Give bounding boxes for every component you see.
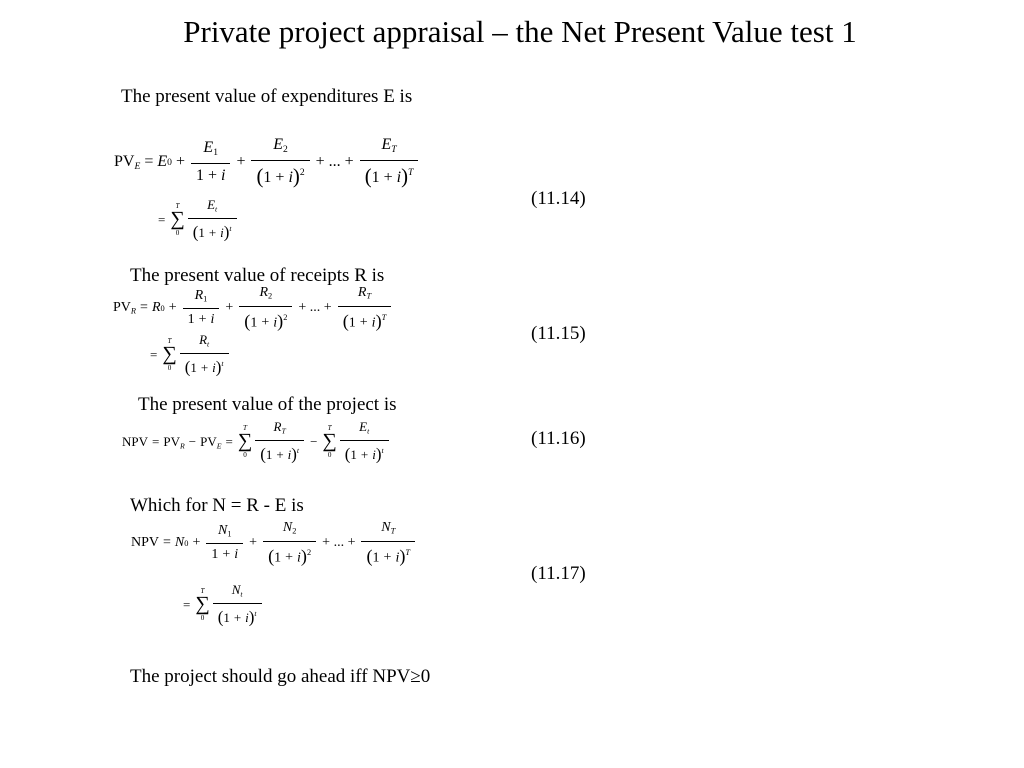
equation-11-14-line-2: = T ∑ 0 $\frac{Et}{(1 + i)^t}$	[154, 198, 239, 242]
summation-symbol: T ∑ 0	[237, 424, 253, 459]
equation-11-16: NPV = PVR − PVE = T ∑ 0 $\frac{RT}{(1 + i)^t}$ − T ∑ 0 $\frac{Et}{(1 + i)^t}$	[122, 420, 391, 464]
equation-11-15-line-2: = T ∑ 0 $\frac{Rt}{(1 + i)^t}$	[146, 333, 231, 377]
summation-symbol: T ∑ 0	[162, 337, 177, 372]
text-net: Which for N = R - E is	[130, 495, 304, 516]
equation-11-15-line-1: PVR = R 0 + $\frac{R1}{1 + i}$ + $\frac{R2}{(1 + i)^2}$ + ... + $\frac{RT}{(1 + i)^T}$	[113, 285, 393, 331]
text-conclusion: The project should go ahead iff NPV≥0	[130, 666, 431, 687]
summation-symbol: T ∑ 0	[322, 424, 337, 459]
equation-11-17-line-2: = T ∑ 0 $\frac{Nt}{(1 + i)^t}$	[179, 583, 264, 627]
summation-symbol: T ∑ 0	[170, 202, 185, 237]
text-expenditures: The present value of expenditures E is	[121, 86, 413, 107]
equation-number-11-16: (11.16)	[531, 428, 586, 449]
text-project: The present value of the project is	[138, 394, 397, 415]
equation-number-11-15: (11.15)	[531, 323, 586, 344]
text-receipts: The present value of receipts R is	[130, 265, 385, 286]
equation-number-11-14: (11.14)	[531, 188, 586, 209]
summation-symbol: T ∑ 0	[195, 587, 210, 622]
equation-11-17-line-1: NPV = N 0 + $\frac{N1}{1 + i}$ + $\frac{N2}{(1 + i)^2}$ + ... + $\frac{NT}{(1 + i)^T}$	[131, 520, 417, 566]
slide-title: Private project appraisal – the Net Present Value test 1	[183, 14, 857, 49]
equation-number-11-17: (11.17)	[531, 563, 586, 584]
equation-11-14-line-1: PVE = E 0 + $\frac{E1}{1 + i}$ + $\frac{E2}{(1 + i)^2}$ + ... + $\frac{ET}{(1 + i)^T}$	[114, 136, 420, 188]
